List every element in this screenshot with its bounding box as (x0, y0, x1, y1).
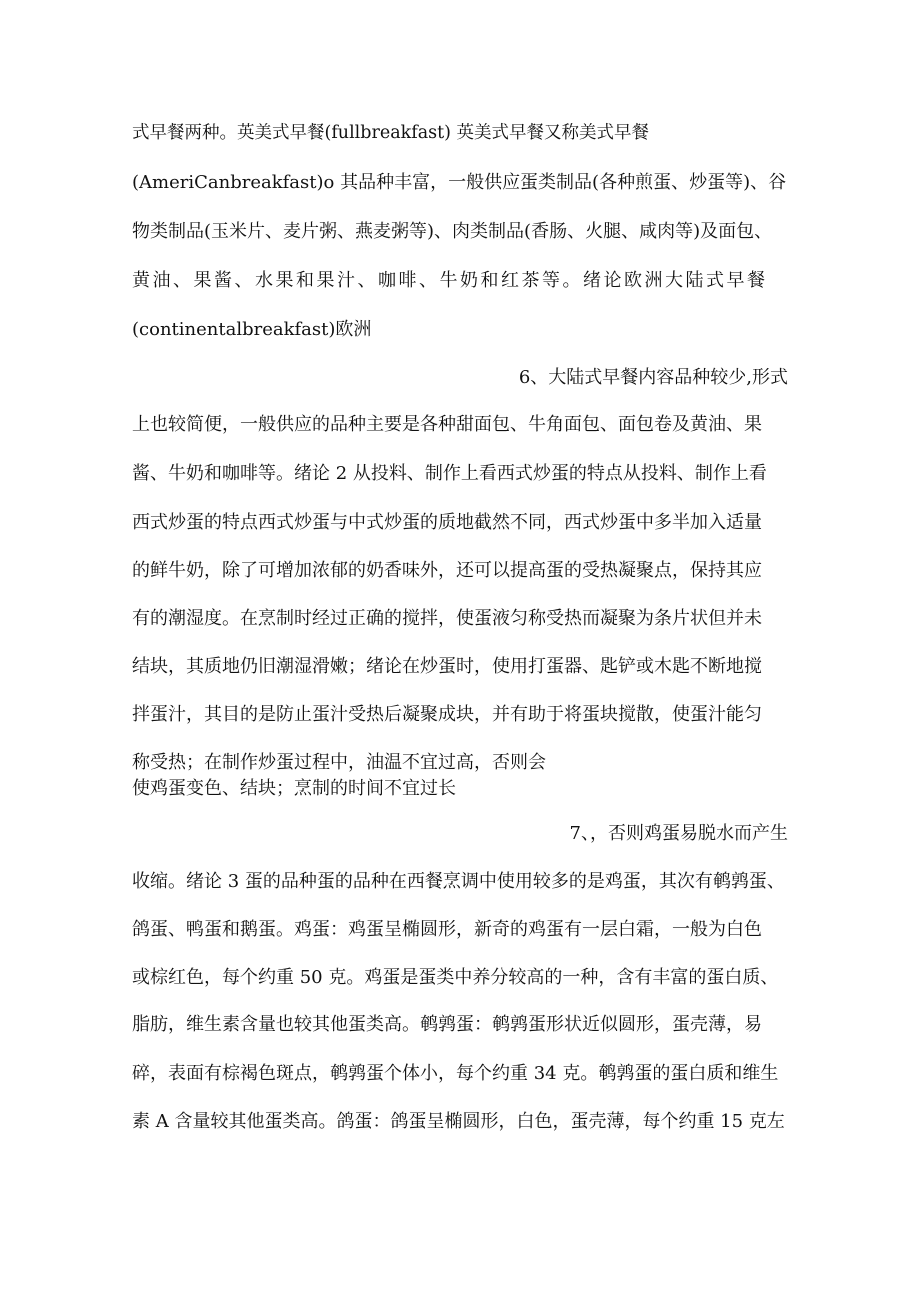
text-line: 鸽蛋、鸭蛋和鹅蛋。鸡蛋：鸡蛋呈椭圆形，新奇的鸡蛋有一层白霜，一般为白色 (132, 919, 762, 940)
text-line: 的鲜牛奶，除了可增加浓郁的奶香味外，还可以提高蛋的受热凝聚点，保持其应 (132, 560, 762, 581)
text-line: 收缩。绪论 3 蛋的品种蛋的品种在西餐烹调中使用较多的是鸡蛋，其次有鹌鹑蛋、 (132, 871, 785, 892)
text-line: 6、大陆式早餐内容品种较少,形式 (518, 367, 788, 388)
text-line: 结块，其质地仍旧潮湿滑嫩；绪论在炒蛋时，使用打蛋器、匙铲或木匙不断地搅 (132, 656, 762, 677)
text-line: 7、，否则鸡蛋易脱水而产生 (569, 823, 788, 844)
text-line: 称受热；在制作炒蛋过程中，油温不宜过高，否则会 (132, 752, 546, 773)
text-line: 或棕红色，每个约重 50 克。鸡蛋是蛋类中养分较高的一种，含有丰富的蛋白质、 (132, 967, 779, 988)
text-line: 素 A 含量较其他蛋类高。鸽蛋：鸽蛋呈椭圆形，白色，蛋壳薄，每个约重 15 克左 (132, 1111, 785, 1132)
text-line: 式早餐两种。英美式早餐(fullbreakfast) 英美式早餐又称美式早餐 (132, 123, 650, 143)
text-line: (AmeriCanbreakfast)o 其品种丰富，一般供应蛋类制品(各种煎蛋、炒蛋等)、谷 (132, 172, 787, 193)
text-line: 碎，表面有棕褐色斑点，鹌鹑蛋个体小，每个约重 34 克。鹌鹑蛋的蛋白质和维生 (132, 1063, 779, 1084)
text-line: 黄油、果酱、水果和果汁、咖啡、牛奶和红茶等。绪论欧洲大陆式早餐 (132, 270, 768, 291)
text-line: 西式炒蛋的特点西式炒蛋与中式炒蛋的质地截然不同，西式炒蛋中多半加入适量 (132, 512, 762, 533)
text-line: (continentalbreakfast)欧洲 (132, 319, 372, 340)
text-line: 有的潮湿度。在烹制时经过正确的搅拌，使蛋液匀称受热而凝聚为条片状但并未 (132, 608, 762, 629)
text-line: 物类制品(玉米片、麦片粥、燕麦粥等)、肉类制品(香肠、火腿、咸肉等)及面包、 (132, 221, 773, 242)
text-line: 拌蛋汁，其目的是防止蛋汁受热后凝聚成块，并有助于将蛋块搅散，使蛋汁能匀 (132, 704, 762, 725)
text-line: 脂肪，维生素含量也较其他蛋类高。鹌鹑蛋：鹌鹑蛋形状近似圆形，蛋壳薄，易 (132, 1014, 762, 1035)
text-line: 酱、牛奶和咖啡等。绪论 2 从投料、制作上看西式炒蛋的特点从投料、制作上看 (132, 463, 767, 484)
text-line: 使鸡蛋变色、结块；烹制的时间不宜过长 (132, 778, 456, 799)
text-line: 上也较简便，一般供应的品种主要是各种甜面包、牛角面包、面包卷及黄油、果 (132, 414, 762, 435)
